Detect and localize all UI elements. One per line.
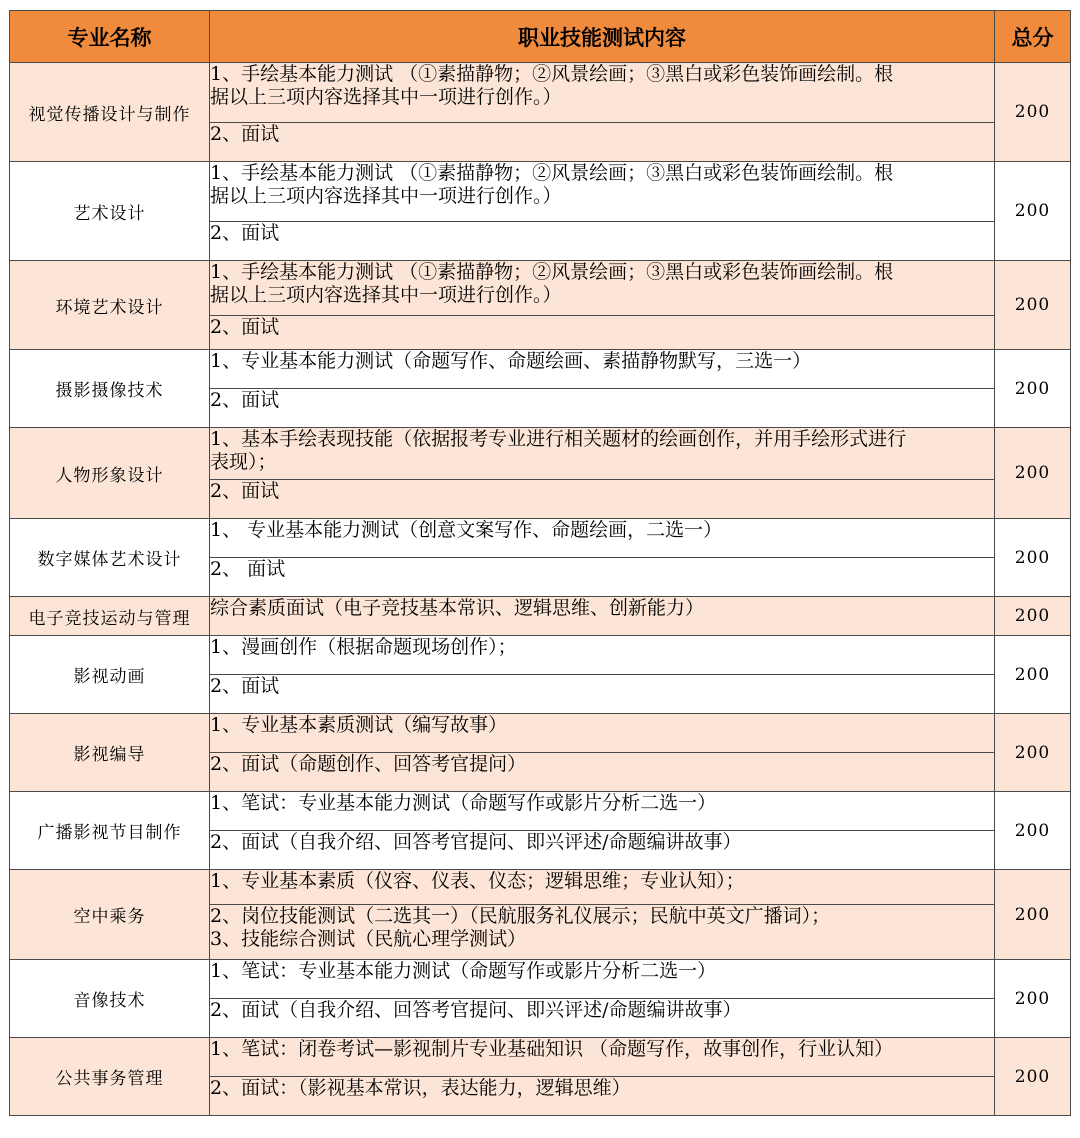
test-item-line: 1、笔试：闭卷考试—影视制片专业基础知识 （命题写作，故事创作，行业认知） [210, 1038, 894, 1060]
header-content: 职业技能测试内容 [210, 11, 995, 63]
table-row [10, 63, 1071, 123]
total-score: 200 [995, 261, 1071, 350]
header-score: 总分 [995, 11, 1071, 63]
major-name: 人物形象设计 [10, 428, 210, 519]
test-item-line: 1、 专业基本能力测试（创意文案写作、命题绘画，二选一） [210, 519, 723, 541]
test-item [210, 261, 995, 316]
test-item-line: 2、面试 [210, 222, 280, 244]
table-row [10, 162, 1071, 222]
header-major: 专业名称 [10, 11, 210, 63]
test-item [210, 792, 995, 831]
test-item-line: 3、技能综合测试（民航心理学测试） [210, 928, 527, 950]
table-row [10, 428, 1071, 480]
test-item-line: 2、面试（自我介绍、回答考官提问、即兴评述/命题编讲故事） [210, 999, 742, 1021]
table-row [10, 350, 1071, 389]
total-score: 200 [995, 960, 1071, 1038]
test-item-line: 据以上三项内容选择其中一项进行创作。） [210, 185, 562, 207]
test-item-line: 综合素质面试（电子竞技基本常识、逻辑思维、创新能力） [210, 597, 705, 619]
test-item-line: 据以上三项内容选择其中一项进行创作。） [210, 86, 562, 108]
table-row [10, 597, 1071, 636]
major-name: 影视动画 [10, 636, 210, 714]
test-item-line: 据以上三项内容选择其中一项进行创作。） [210, 284, 562, 306]
table-body [10, 63, 1071, 1116]
test-item-line: 1、手绘基本能力测试 （①素描静物；②风景绘画；③黑白或彩色装饰画绘制。根 [210, 162, 894, 184]
major-name: 艺术设计 [10, 162, 210, 261]
total-score: 200 [995, 870, 1071, 960]
major-name: 视觉传播设计与制作 [10, 63, 210, 162]
test-item-line: 1、基本手绘表现技能（依据报考专业进行相关题材的绘画创作，并用手绘形式进行 [210, 428, 907, 450]
test-item [210, 316, 995, 350]
test-item [210, 1077, 995, 1116]
test-item [210, 428, 995, 480]
header-row [10, 11, 1071, 63]
total-score: 200 [995, 63, 1071, 162]
table-row [10, 519, 1071, 558]
major-name: 广播影视节目制作 [10, 792, 210, 870]
table-row [10, 714, 1071, 753]
major-name: 电子竞技运动与管理 [10, 597, 210, 636]
test-item [210, 636, 995, 675]
total-score: 200 [995, 162, 1071, 261]
test-item [210, 675, 995, 714]
test-item-line: 1、专业基本能力测试（命题写作、命题绘画、素描静物默写，三选一） [210, 350, 812, 372]
test-item [210, 63, 995, 123]
table-row [10, 960, 1071, 999]
major-name: 影视编导 [10, 714, 210, 792]
major-name: 音像技术 [10, 960, 210, 1038]
test-item-line: 2、岗位技能测试（二选其一）（民航服务礼仪展示；民航中英文广播词）； [210, 905, 831, 927]
test-item-line: 2、面试 [210, 389, 280, 411]
test-item [210, 558, 995, 597]
test-item [210, 960, 995, 999]
total-score: 200 [995, 350, 1071, 428]
test-item [210, 162, 995, 222]
total-score: 200 [995, 428, 1071, 519]
total-score: 200 [995, 714, 1071, 792]
test-item [210, 905, 995, 960]
test-item-line: 2、面试：（影视基本常识，表达能力，逻辑思维） [210, 1077, 631, 1099]
test-item-line: 1、笔试：专业基本能力测试（命题写作或影片分析二选一） [210, 960, 717, 982]
total-score: 200 [995, 636, 1071, 714]
test-item [210, 870, 995, 905]
major-name: 公共事务管理 [10, 1038, 210, 1116]
test-item-line: 1、手绘基本能力测试 （①素描静物；②风景绘画；③黑白或彩色装饰画绘制。根 [210, 63, 894, 85]
test-item-line: 2、面试（命题创作、回答考官提问） [210, 753, 527, 775]
test-item [210, 389, 995, 428]
major-name: 环境艺术设计 [10, 261, 210, 350]
total-score: 200 [995, 597, 1071, 636]
total-score: 200 [995, 792, 1071, 870]
table-row [10, 792, 1071, 831]
major-name: 摄影摄像技术 [10, 350, 210, 428]
test-item-line: 表现）； [210, 451, 277, 473]
test-item-line: 2、面试（自我介绍、回答考官提问、即兴评述/命题编讲故事） [210, 831, 742, 853]
test-item [210, 480, 995, 519]
test-item-line: 1、笔试：专业基本能力测试（命题写作或影片分析二选一） [210, 792, 717, 814]
test-item [210, 1038, 995, 1077]
major-name: 空中乘务 [10, 870, 210, 960]
test-item-line: 2、面试 [210, 123, 280, 145]
test-item-line: 1、专业基本素质（仪容、仪表、仪态；逻辑思维；专业认知）； [210, 870, 745, 892]
test-item [210, 831, 995, 870]
test-item-line: 2、面试 [210, 316, 280, 338]
total-score: 200 [995, 519, 1071, 597]
table-row [10, 1038, 1071, 1077]
test-item [210, 753, 995, 792]
test-item-line: 2、 面试 [210, 558, 286, 580]
table-row [10, 636, 1071, 675]
test-item-line: 1、专业基本素质测试（编写故事） [210, 714, 508, 736]
test-item [210, 999, 995, 1038]
table-row [10, 261, 1071, 316]
test-item-line: 1、漫画创作（根据命题现场创作）； [210, 636, 517, 658]
test-item-line: 1、手绘基本能力测试 （①素描静物；②风景绘画；③黑白或彩色装饰画绘制。根 [210, 261, 894, 283]
test-item [210, 123, 995, 162]
major-name: 数字媒体艺术设计 [10, 519, 210, 597]
test-item-line: 2、面试 [210, 675, 280, 697]
exam-content-table [9, 10, 1071, 1116]
test-item-line: 2、面试 [210, 480, 280, 502]
total-score: 200 [995, 1038, 1071, 1116]
test-item [210, 714, 995, 753]
test-item [210, 519, 995, 558]
test-item [210, 597, 995, 636]
test-item [210, 350, 995, 389]
test-item [210, 222, 995, 261]
table-row [10, 870, 1071, 905]
